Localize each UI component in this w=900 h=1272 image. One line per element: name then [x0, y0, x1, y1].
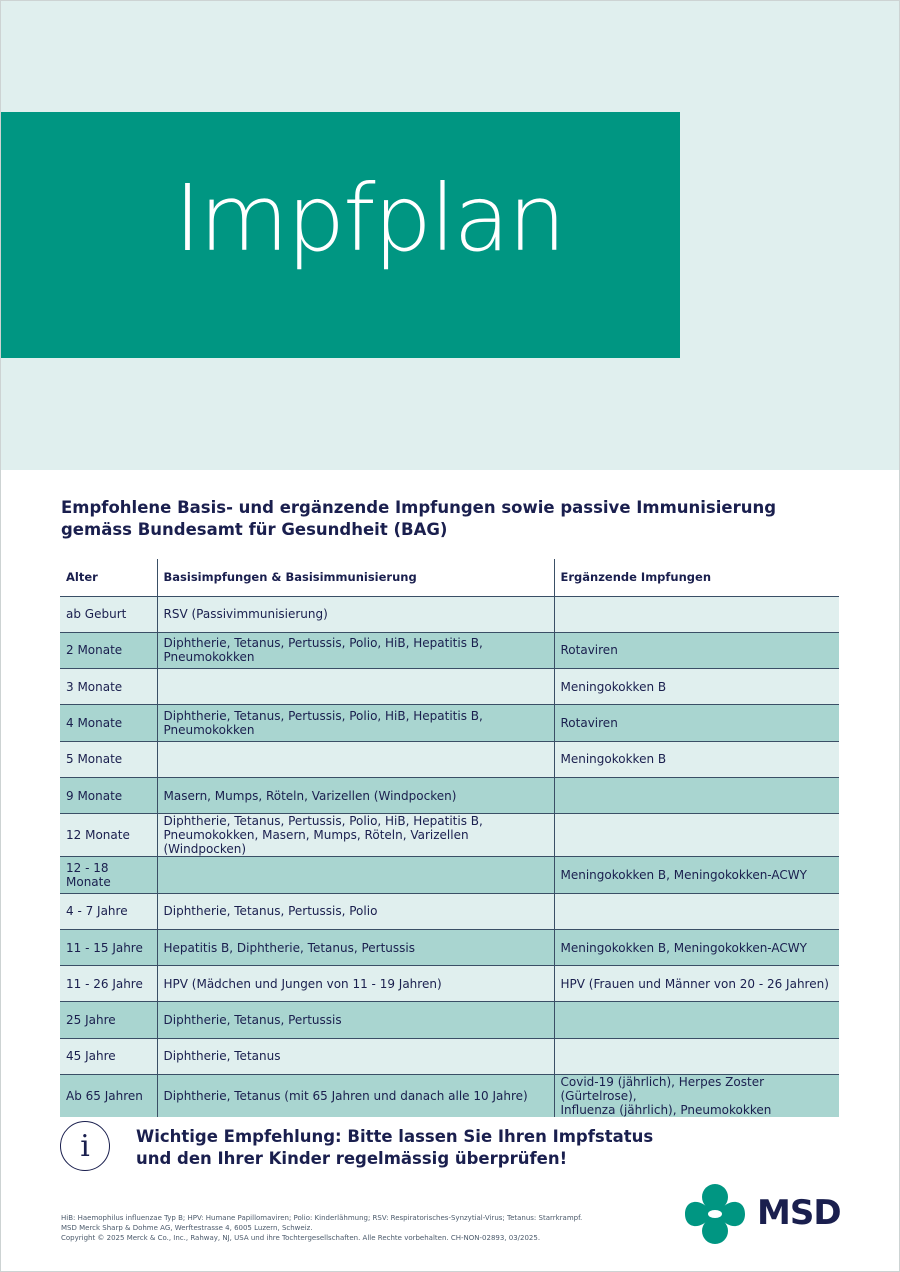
basis-vaccines-text: Diphtherie, Tetanus, Pertussis, Polio: [163, 904, 378, 919]
extra-vaccines-cell: [554, 1038, 839, 1074]
basis-vaccines-cell: [157, 1075, 554, 1118]
basis-vaccines-text: Diphtherie, Tetanus (mit 65 Jahren und danach alle 10 Jahre): [163, 1089, 528, 1104]
basis-vaccines-text: Pneumokokken, Masern, Mumps, Röteln, Varizellen (Windpocken): [163, 828, 469, 857]
table-row: [60, 777, 839, 813]
header-extra: Ergänzende Impfungen: [554, 559, 839, 596]
header-basis: Basisimpfungen & Basisimmunisierung: [157, 559, 554, 596]
basis-vaccines-cell: [157, 777, 554, 813]
table-row: [60, 669, 839, 705]
basis-vaccines-text: Masern, Mumps, Röteln, Varizellen (Windpocken): [163, 788, 457, 803]
basis-vaccines-cell: [157, 741, 554, 777]
extra-vaccines-text: Covid-19 (jährlich), Herpes Zoster (Gürtelrose),: [560, 1075, 765, 1104]
basis-vaccines-cell: [157, 1002, 554, 1038]
table-heading-line-1: Empfohlene Basis- und ergänzende Impfungen sowie passive Immunisierung: [61, 498, 777, 517]
table-heading: [61, 497, 777, 541]
extra-vaccines-cell: [554, 814, 839, 857]
footer-abbreviations: HiB: Haemophilus influenzae Typ B; HPV: Humane Papillomaviren; Polio: Kinderlähmung; RSV: Respiratorisches-Synzytial-Virus; Tetanus: Starrkrampf.: [61, 1214, 583, 1222]
table-row: [60, 596, 839, 632]
table-row: [60, 632, 839, 668]
table-row: [60, 1038, 839, 1074]
extra-vaccines-cell: [554, 705, 839, 741]
age-cell: 12 Monate: [60, 814, 157, 857]
extra-vaccines-cell: [554, 596, 839, 632]
basis-vaccines-cell: [157, 814, 554, 857]
basis-vaccines-text: Diphtherie, Tetanus, Pertussis: [163, 1013, 342, 1028]
age-cell: 25 Jahre: [60, 1002, 157, 1038]
info-icon-glyph: i: [80, 1128, 90, 1164]
table-row: [60, 741, 839, 777]
basis-vaccines-cell: [157, 632, 554, 668]
extra-vaccines-cell: [554, 632, 839, 668]
extra-vaccines-text: Rotaviren: [560, 643, 618, 658]
extra-vaccines-cell: [554, 1002, 839, 1038]
extra-vaccines-cell: [554, 741, 839, 777]
age-cell: 2 Monate: [60, 632, 157, 668]
age-cell: Ab 65 Jahren: [66, 1089, 143, 1104]
footer-copyright: Copyright © 2025 Merck & Co., Inc., Rahway, NJ, USA und ihre Tochtergesellschaften. Alle Rechte vorbehalten. CH-NON-02893, 03/2025.: [61, 1234, 541, 1242]
footer-address: MSD Merck Sharp & Dohme AG, Werftestrasse 4, 6005 Luzern, Schweiz.: [61, 1224, 313, 1232]
age-cell: 9 Monate: [60, 777, 157, 813]
recommendation-note: [136, 1126, 696, 1170]
basis-vaccines-cell: [157, 929, 554, 965]
vaccination-table: [60, 559, 839, 1117]
basis-vaccines-cell: [157, 857, 554, 893]
extra-vaccines-text: Meningokokken B: [560, 752, 667, 767]
extra-vaccines-cell: [554, 777, 839, 813]
extra-vaccines-text: Meningokokken B: [560, 679, 667, 694]
table-row: [60, 893, 839, 929]
table-row: [60, 857, 839, 893]
extra-vaccines-cell: [554, 929, 839, 965]
extra-vaccines-cell: [554, 1075, 839, 1118]
basis-vaccines-cell: [157, 596, 554, 632]
age-cell: 45 Jahre: [60, 1038, 157, 1074]
table-header-row: [60, 559, 839, 596]
extra-vaccines-text: Influenza (jährlich), Pneumokokken: [560, 1103, 772, 1118]
info-icon: [60, 1121, 110, 1171]
footer: [61, 1213, 681, 1243]
table-heading-line-2: gemäss Bundesamt für Gesundheit (BAG): [61, 520, 448, 539]
extra-vaccines-cell: [554, 669, 839, 705]
msd-logo-text: MSD: [757, 1193, 841, 1233]
table-row: [60, 1002, 839, 1038]
extra-vaccines-text: Meningokokken B, Meningokokken-ACWY: [560, 940, 807, 955]
basis-vaccines-cell: [157, 1038, 554, 1074]
header-age: Alter: [60, 559, 157, 596]
basis-vaccines-text: Hepatitis B, Diphtherie, Tetanus, Pertussis: [163, 940, 416, 955]
age-cell: 11 - 26 Jahre: [60, 966, 157, 1002]
basis-vaccines-cell: [157, 966, 554, 1002]
table-row: [60, 966, 839, 1002]
age-cell: ab Geburt: [60, 596, 157, 632]
table-row: [60, 929, 839, 965]
basis-vaccines-cell: [157, 705, 554, 741]
basis-vaccines-cell: [157, 669, 554, 705]
age-cell: 3 Monate: [60, 669, 157, 705]
age-cell: 5 Monate: [60, 741, 157, 777]
basis-vaccines-text: RSV (Passivimmunisierung): [163, 607, 328, 622]
extra-vaccines-text: Meningokokken B, Meningokokken-ACWY: [560, 867, 807, 882]
basis-vaccines-text: Diphtherie, Tetanus: [163, 1049, 281, 1064]
extra-vaccines-text: Rotaviren: [560, 716, 618, 731]
table-row: [60, 1075, 839, 1118]
recommendation-line-2: und den Ihrer Kinder regelmässig überprüfen!: [136, 1149, 568, 1168]
age-cell: 4 Monate: [60, 705, 157, 741]
basis-vaccines-text: Diphtherie, Tetanus, Pertussis, Polio, HiB, Hepatitis B, Pneumokokken: [163, 709, 483, 738]
age-cell: 4 - 7 Jahre: [60, 893, 157, 929]
age-cell: 12 - 18 Monate: [60, 857, 157, 893]
age-cell: 11 - 15 Jahre: [60, 929, 157, 965]
basis-vaccines-text: Diphtherie, Tetanus, Pertussis, Polio, HiB, Hepatitis B,: [163, 814, 483, 829]
table-row: [60, 705, 839, 741]
basis-vaccines-text: HPV (Mädchen und Jungen von 11 - 19 Jahren): [163, 976, 442, 991]
basis-vaccines-text: Diphtherie, Tetanus, Pertussis, Polio, HiB, Hepatitis B, Pneumokokken: [163, 636, 483, 665]
table-row: [60, 814, 839, 857]
page-title: Impfplan: [174, 165, 565, 272]
recommendation-line-1: Wichtige Empfehlung: Bitte lassen Sie Ihren Impfstatus: [136, 1127, 654, 1146]
extra-vaccines-cell: [554, 893, 839, 929]
extra-vaccines-cell: [554, 966, 839, 1002]
basis-vaccines-cell: [157, 893, 554, 929]
extra-vaccines-cell: [554, 857, 839, 893]
extra-vaccines-text: HPV (Frauen und Männer von 20 - 26 Jahren): [560, 976, 829, 991]
